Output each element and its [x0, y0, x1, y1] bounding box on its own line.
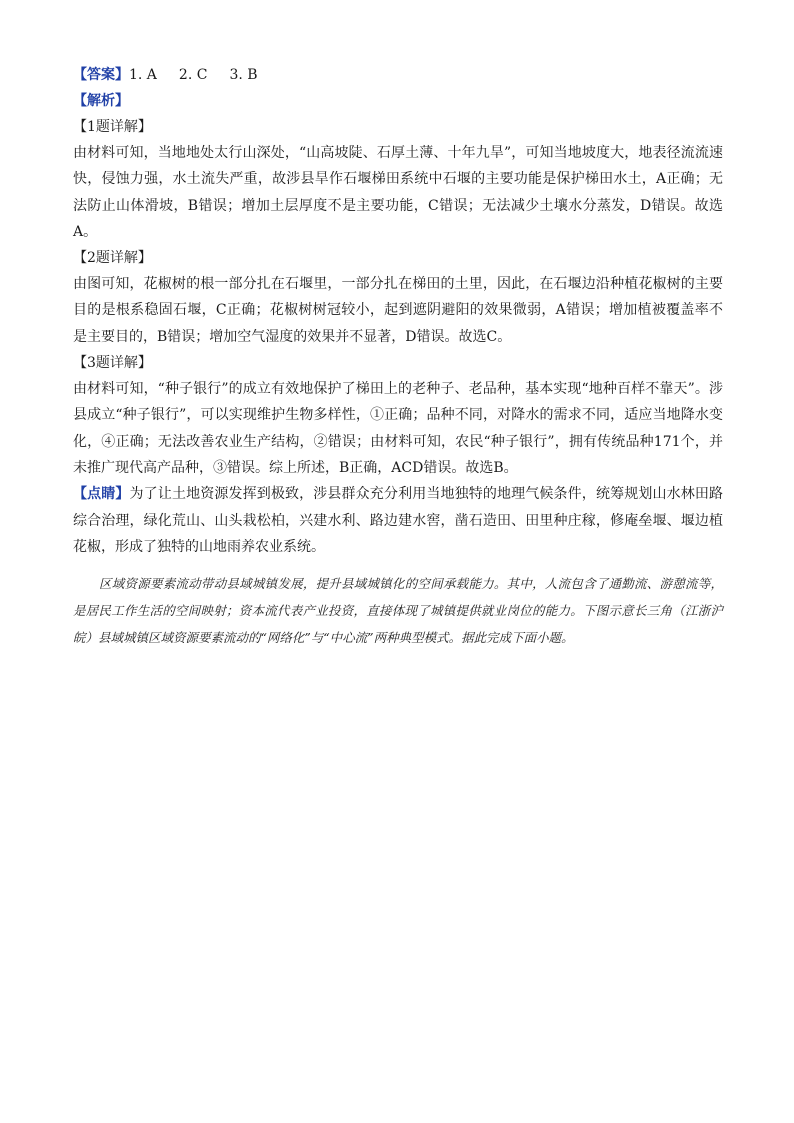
analysis-heading: [73, 88, 723, 114]
q1-explanation: 由材料可知，当地地处太行山深处，“山高坡陡、石厚土薄、十年九旱”，可知当地坡度大，地表径流流速快，侵蚀力强，水土流失严重，故涉县旱作石堰梯田系统中石堰的主要功能是保护梯田水土，A正确；无法防止山体滑坡，B错误；增加土层厚度不是主要功能，C错误；无法减少土壤水分蒸发，D错误。故选A。: [73, 145, 723, 240]
answer-item-1: 1. A: [129, 67, 157, 83]
answer-item-2: 2. C: [178, 67, 208, 83]
tip-tag: 【点睛】: [73, 486, 130, 503]
q3-tag: 【3题详解】: [73, 355, 152, 372]
q2-tag: 【2题详解】: [73, 250, 152, 267]
next-question-intro: 区域资源要素流动带动县域城镇发展，提升县域城镇化的空间承载能力。其中，人流包含了通勤流、游憩流等，是居民工作生活的空间映射；资本流代表产业投资，直接体现了城镇提供就业岗位的能力。下图示意长三角（江浙沪皖）县域城镇区域资源要素流动的“网络化”与“中心流”两种典型模式。据此完成下面小题。: [73, 576, 723, 646]
q1-tag: 【1题详解】: [73, 119, 152, 135]
tip-paragraph: [73, 481, 723, 560]
document-page: [73, 62, 723, 664]
q3-explanation: 由材料可知，“种子银行”的成立有效地保护了梯田上的老种子、老品种，基本实现“地种百样不靠天”。涉县成立“种子银行”，可以实现维护生物多样性，①正确；品种不同，对降水的需求不同，适应当地降水变化，④正确；无法改善农业生产结构，②错误；由材料可知，农民“种子银行”，拥有传统品种171个，并未推广现代高产品种，③错误。综上所述，B正确，ACD错误。故选B。: [73, 381, 723, 476]
q1-heading: [73, 114, 723, 140]
answer-tag: 【答案】: [73, 67, 129, 83]
q2-heading: [73, 245, 723, 271]
tip-text: 为了让土地资源发挥到极致，涉县群众充分利用当地独特的地理气候条件，统筹规划山水林田路综合治理，绿化荒山、山头栽松柏，兴建水利、路边建水窖，凿石造田、田里种庄稼，修庵垒堰、堰边植花椒，形成了独特的山地雨养农业系统。: [73, 486, 724, 555]
q3-heading: [73, 350, 723, 376]
q2-explanation: 由图可知，花椒树的根一部分扎在石堰里，一部分扎在梯田的土里，因此，在石堰边沿种植花椒树的主要目的是根系稳固石堰，C正确；花椒树树冠较小，起到遮阴避阳的效果微弱，A错误；增加植被覆盖率不是主要目的，B错误；增加空气湿度的效果并不显著，D错误。故选C。: [73, 276, 723, 345]
answer-item-3: 3. B: [229, 67, 258, 83]
answer-line: [73, 62, 723, 88]
analysis-tag: 【解析】: [73, 93, 129, 109]
